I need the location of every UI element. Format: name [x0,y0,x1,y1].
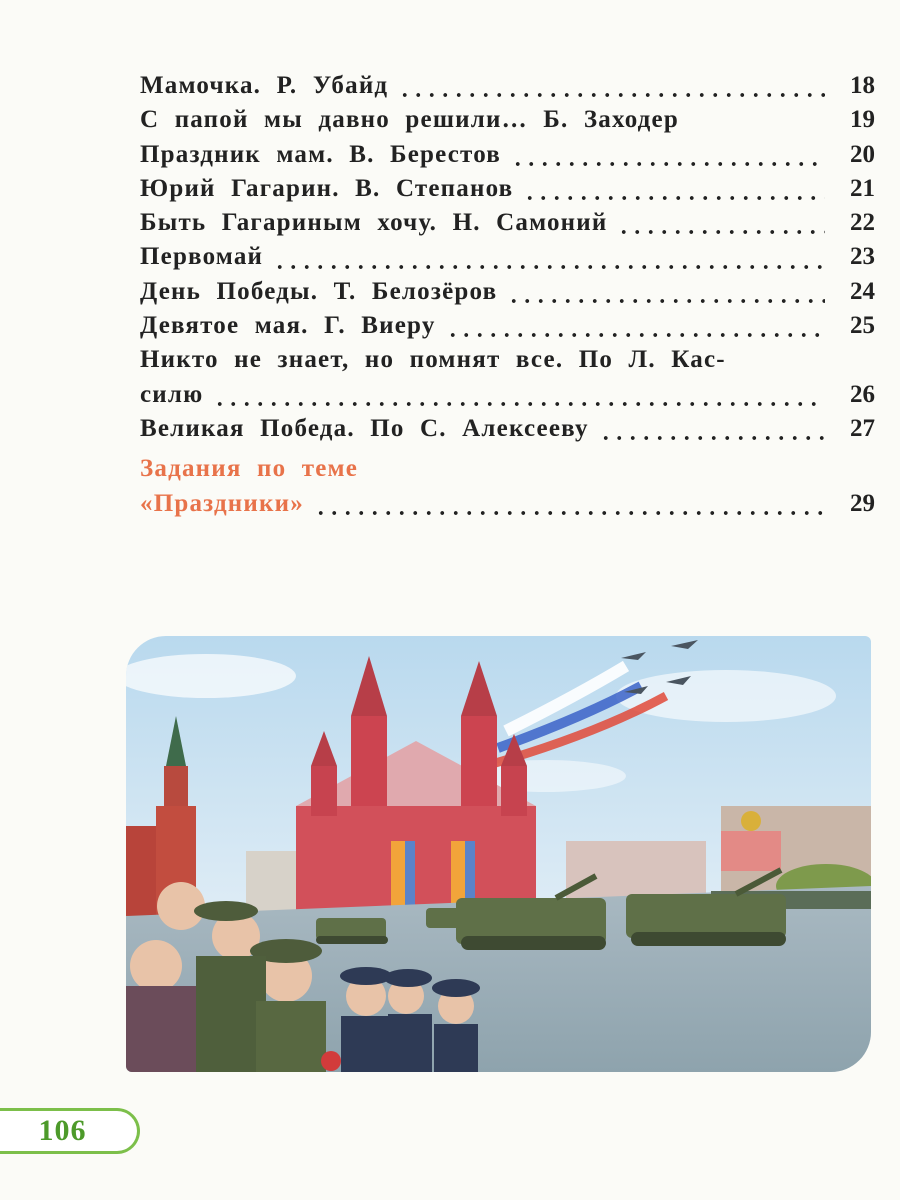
toc-entry-page: 27 [850,414,875,442]
toc-entry-page: 24 [850,277,875,305]
dot-leader [314,509,825,517]
dot-leader [273,263,825,271]
toc-entry[interactable] [140,106,875,140]
toc-entry[interactable] [140,243,875,277]
dot-leader [213,400,825,408]
page-number: 106 [38,1114,87,1147]
toc-section-cont[interactable] [140,490,875,524]
toc-entry-title: Первомай [140,243,264,271]
toc-entry[interactable] [140,312,875,346]
toc-entry-page: 23 [850,243,875,271]
toc-entry-continuation[interactable] [140,381,875,415]
toc-entry-page: 20 [850,140,875,168]
dot-leader [523,194,825,202]
toc-entry-title: Мамочка. Р. Убайд [140,72,389,99]
dot-leader [599,434,825,442]
toc-entry-title: Никто не знает, но помнят все. По Л. Кас- [140,346,726,374]
toc-entry-title-cont: силю [140,380,204,408]
toc-entry-page: 25 [850,312,875,340]
dot-leader [398,91,825,99]
toc-section[interactable] [140,455,875,489]
dot-leader [446,331,825,339]
toc-entry[interactable] [140,278,875,312]
dot-leader [617,228,825,236]
toc-entry-title: Юрий Гагарин. В. Степанов [140,174,514,202]
toc-entry-title: Великая Победа. По С. Алексееву [140,414,589,442]
toc-section-page: 29 [850,489,875,517]
parade-picture-icon [126,636,871,1072]
dot-leader [507,297,825,305]
toc-entry-title: День Победы. Т. Белозёров [140,277,498,305]
toc-entry[interactable] [140,72,875,106]
toc-entry-page: 26 [850,380,875,408]
toc-entry-page: 21 [850,174,875,202]
victory-parade-illustration [126,636,871,1072]
toc-section-title-line2: «Праздники» [140,489,304,517]
dot-leader [511,160,825,168]
toc-entry-title: С папой мы давно решили… Б. Заходер [140,106,679,134]
toc-entry-title: Быть Гагариным хочу. Н. Самоний [140,209,608,237]
toc-entry-page: 19 [850,106,875,134]
toc-entry[interactable] [140,346,875,380]
toc-section-title-line1: Задания по теме [140,455,359,483]
toc-entry-title: Девятое мая. Г. Виеру [140,312,436,340]
toc-entry-page: 22 [850,209,875,237]
toc-entry-title: Праздник мам. В. Берестов [140,140,501,168]
table-of-contents [140,72,875,524]
toc-entry[interactable] [140,175,875,209]
page-number-badge [0,1108,140,1154]
toc-entry[interactable] [140,415,875,449]
toc-entry[interactable] [140,141,875,175]
toc-entry-page: 18 [850,72,875,99]
toc-entry[interactable] [140,209,875,243]
